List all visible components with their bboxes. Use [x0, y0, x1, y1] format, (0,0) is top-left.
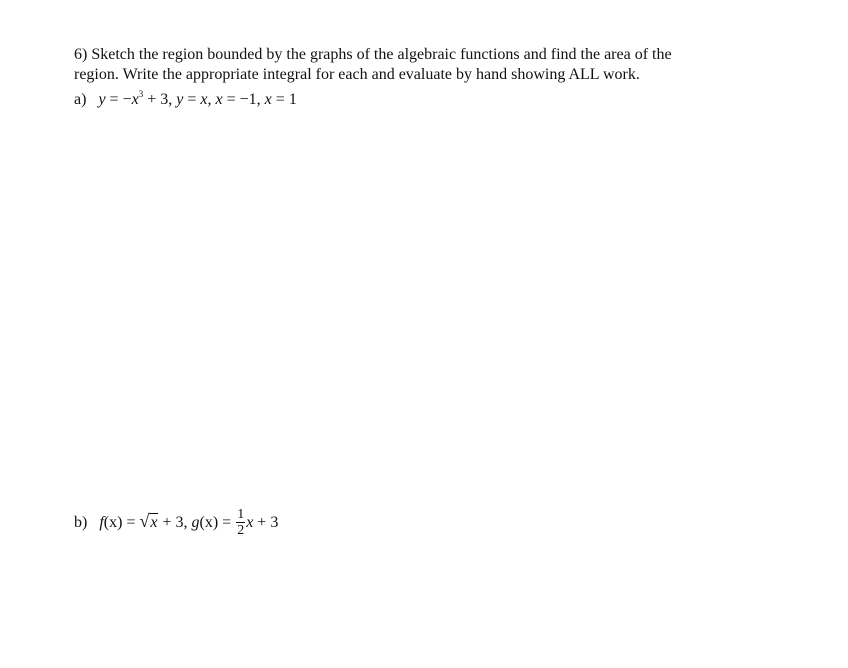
part-a-x-lhs-2: x	[264, 91, 272, 108]
part-a-y2: y	[176, 91, 184, 108]
part-b-eq1: =	[126, 514, 136, 532]
square-root	[139, 511, 158, 533]
radicand: x	[150, 514, 158, 532]
part-b-f-name: f	[99, 514, 104, 532]
part-a-x: x	[131, 91, 139, 108]
part-a-x-lhs-1: x	[215, 91, 223, 108]
part-a-eq2: =	[187, 91, 197, 108]
part-b-g-arg: (x)	[199, 514, 219, 532]
part-b-label: b)	[74, 514, 88, 532]
part-b-equations	[74, 508, 278, 539]
part-a-y2-rhs: x,	[200, 91, 212, 108]
problem-line-2: region. Write the appropriate integral for each and evaluate by hand showing ALL work.	[74, 66, 640, 83]
part-b-eq2: =	[222, 514, 232, 532]
part-a-eq1: =	[109, 91, 119, 108]
fraction-one-half	[236, 507, 245, 538]
part-a-label: a)	[74, 91, 87, 108]
part-a-eq3: =	[226, 91, 236, 108]
problem-statement	[74, 45, 774, 85]
part-b-x: x	[246, 514, 254, 532]
part-a-eq4: =	[275, 91, 285, 108]
part-a-plus3: + 3,	[147, 91, 173, 108]
part-b-g-name: g	[191, 514, 200, 532]
part-b-plus3-end: + 3	[257, 514, 279, 532]
part-a-equations	[74, 90, 297, 110]
part-a-x-val-2: 1	[288, 91, 297, 108]
part-b-plus3: + 3,	[162, 514, 188, 532]
part-a-exponent: 3	[138, 89, 144, 99]
problem-line-1: 6) Sketch the region bounded by the graphs of the algebraic functions and find the area of the	[74, 46, 672, 63]
part-a-y1: y	[98, 91, 106, 108]
part-a-x-val-1: −1,	[239, 91, 261, 108]
part-b-f-arg: (x)	[103, 514, 123, 532]
fraction-numerator: 1	[237, 507, 245, 522]
radical-sign-icon: √	[139, 511, 150, 532]
part-a-minus: −	[122, 91, 132, 108]
fraction-denominator: 2	[237, 523, 245, 538]
